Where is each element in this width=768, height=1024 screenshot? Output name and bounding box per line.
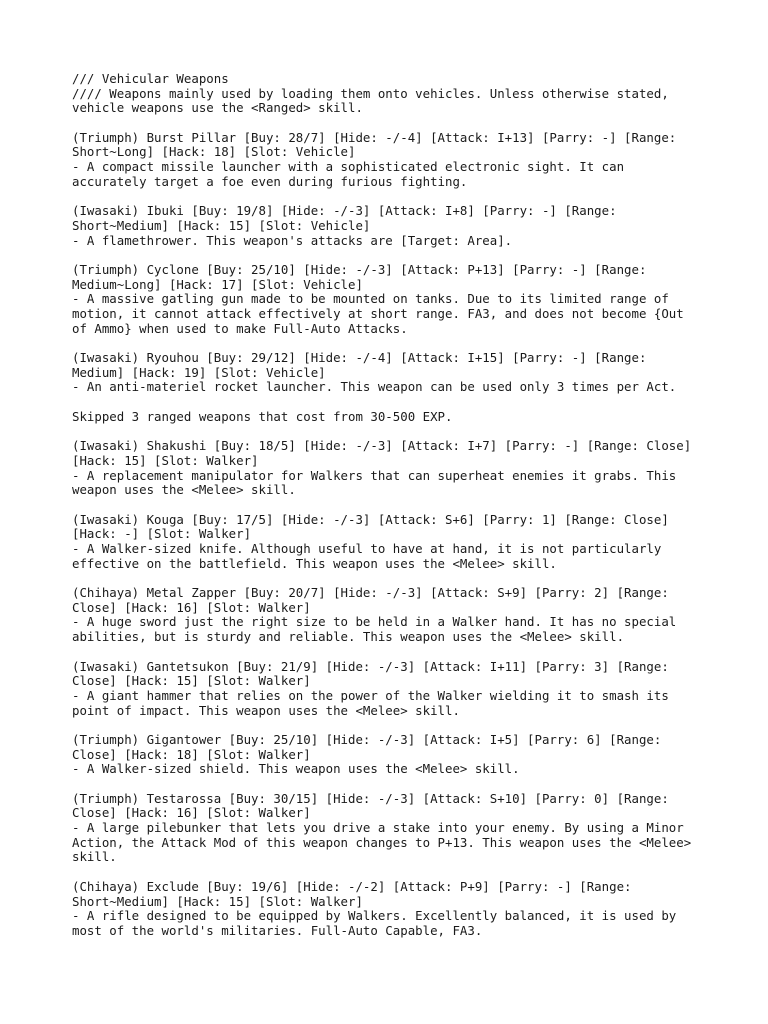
weapon-entry-line: skill.	[72, 849, 117, 865]
weapon-entry	[72, 204, 712, 248]
weapon-entry	[72, 439, 712, 498]
weapon-entry-line: Skipped 3 ranged weapons that cost from 30-500 EXP.	[72, 408, 453, 424]
weapon-entry	[72, 660, 712, 719]
weapon-entry-line: [Hack: -] [Slot: Walker]	[72, 526, 252, 542]
weapon-entry-line: - A Walker-sized knife. Although useful to have at hand, it is not particularly	[72, 541, 662, 556]
weapon-entry-line: - A rifle designed to be equipped by Walkers. Excellently balanced, it is used by	[72, 908, 677, 924]
weapon-entry-line: Short~Medium] [Hack: 15] [Slot: Walker]	[72, 893, 363, 909]
paragraph-gap	[72, 425, 712, 440]
weapon-entry-line: - A replacement manipulator for Walkers that can superheat enemies it grabs. This	[72, 467, 677, 483]
paragraph-gap	[72, 865, 712, 880]
weapon-entry-line: of Ammo} when used to make Full-Auto Attacks.	[72, 320, 408, 336]
paragraph-gap	[72, 718, 712, 733]
document-page	[72, 72, 712, 939]
weapon-entry-line: effective on the battlefield. This weapon uses the <Melee> skill.	[72, 555, 557, 571]
weapon-entry-line: weapon uses the <Melee> skill.	[72, 482, 296, 498]
weapon-entry-line: (Triumph) Burst Pillar [Buy: 28/7] [Hide: -/-4] [Attack: I+13] [Parry: -] [Range:	[72, 129, 677, 145]
weapon-entries	[72, 116, 712, 939]
weapon-entry-line: - An anti-materiel rocket launcher. This weapon can be used only 3 times per Act.	[72, 379, 677, 395]
weapon-entry-line: abilities, but is sturdy and reliable. This weapon uses the <Melee> skill.	[72, 629, 625, 645]
weapon-entry-line: accurately target a foe even during furious fighting.	[72, 173, 468, 189]
weapon-entry	[72, 263, 712, 336]
paragraph-gap	[72, 571, 712, 586]
weapon-entry-line: (Chihaya) Exclude [Buy: 19/6] [Hide: -/-2] [Attack: P+9] [Parry: -] [Range:	[72, 878, 632, 894]
weapon-entry-line: Close] [Hack: 18] [Slot: Walker]	[72, 746, 311, 762]
weapon-entry-line: Action, the Attack Mod of this weapon changes to P+13. This weapon uses the <Melee>	[72, 834, 692, 850]
weapon-entry-line: Medium] [Hack: 19] [Slot: Vehicle]	[72, 364, 326, 380]
weapon-entry-line: Close] [Hack: 16] [Slot: Walker]	[72, 805, 311, 821]
weapon-entry-line: Medium~Long] [Hack: 17] [Slot: Vehicle]	[72, 276, 363, 292]
weapon-entry	[72, 880, 712, 939]
paragraph-gap	[72, 777, 712, 792]
paragraph-gap	[72, 116, 712, 131]
weapon-entry-line: (Iwasaki) Ibuki [Buy: 19/8] [Hide: -/-3] [Attack: I+8] [Parry: -] [Range:	[72, 203, 617, 219]
weapon-entry	[72, 131, 712, 190]
weapon-entry-line: Short~Long] [Hack: 18] [Slot: Vehicle]	[72, 144, 356, 160]
weapon-entry-line: (Iwasaki) Gantetsukon [Buy: 21/9] [Hide: -/-3] [Attack: I+11] [Parry: 3] [Range:	[72, 658, 669, 674]
weapon-entry-line: - A Walker-sized shield. This weapon uses the <Melee> skill.	[72, 761, 520, 777]
weapon-entry-line: - A massive gatling gun made to be mounted on tanks. Due to its limited range of	[72, 291, 669, 307]
weapon-entry	[72, 513, 712, 572]
weapon-entry-line: Short~Medium] [Hack: 15] [Slot: Vehicle]	[72, 217, 371, 233]
weapon-entry	[72, 586, 712, 645]
paragraph-gap	[72, 248, 712, 263]
paragraph-gap	[72, 645, 712, 660]
weapon-entry-line: [Hack: 15] [Slot: Walker]	[72, 452, 259, 468]
weapon-entry-line: - A giant hammer that relies on the power of the Walker wielding it to smash its	[72, 687, 669, 703]
paragraph-gap	[72, 395, 712, 410]
weapon-entry-line: Close] [Hack: 15] [Slot: Walker]	[72, 673, 311, 689]
paragraph-gap	[72, 336, 712, 351]
weapon-entry-line: (Iwasaki) Shakushi [Buy: 18/5] [Hide: -/-3] [Attack: I+7] [Parry: -] [Range: Close]	[72, 438, 692, 454]
weapon-entry-line: Close] [Hack: 16] [Slot: Walker]	[72, 599, 311, 615]
weapon-entry-line: (Triumph) Testarossa [Buy: 30/15] [Hide: -/-3] [Attack: S+10] [Parry: 0] [Range:	[72, 790, 669, 806]
paragraph-gap	[72, 498, 712, 513]
paragraph-gap	[72, 190, 712, 205]
section-intro-line: vehicle weapons use the <Ranged> skill.	[72, 100, 363, 116]
weapon-entry	[72, 792, 712, 865]
weapon-entry-line: - A huge sword just the right size to be held in a Walker hand. It has no special	[72, 614, 677, 630]
weapon-entry-line: (Triumph) Cyclone [Buy: 25/10] [Hide: -/-3] [Attack: P+13] [Parry: -] [Range:	[72, 261, 647, 277]
weapon-entry-line: point of impact. This weapon uses the <Melee> skill.	[72, 702, 460, 718]
weapon-entry	[72, 733, 712, 777]
weapon-entry-line: - A flamethrower. This weapon's attacks are [Target: Area].	[72, 232, 513, 248]
section-title: /// Vehicular Weapons	[72, 71, 229, 86]
weapon-entry-line: - A compact missile launcher with a sophisticated electronic sight. It can	[72, 159, 625, 175]
weapon-entry-line: motion, it cannot attack effectively at short range. FA3, and does not become {Out	[72, 306, 684, 321]
weapon-entry-line: (Triumph) Gigantower [Buy: 25/10] [Hide: -/-3] [Attack: I+5] [Parry: 6] [Range:	[72, 731, 662, 747]
weapon-entry-line: (Iwasaki) Kouga [Buy: 17/5] [Hide: -/-3] [Attack: S+6] [Parry: 1] [Range: Close]	[72, 511, 669, 527]
weapon-entry-line: (Iwasaki) Ryouhou [Buy: 29/12] [Hide: -/-4] [Attack: I+15] [Parry: -] [Range:	[72, 350, 647, 366]
weapon-entry	[72, 351, 712, 395]
weapon-entry-line: (Chihaya) Metal Zapper [Buy: 20/7] [Hide: -/-3] [Attack: S+9] [Parry: 2] [Range:	[72, 585, 669, 601]
weapon-entry	[72, 410, 712, 425]
weapon-entry-line: - A large pilebunker that lets you drive a stake into your enemy. By using a Minor	[72, 820, 684, 836]
weapon-entry-line: most of the world's militaries. Full-Auto Capable, FA3.	[72, 922, 483, 938]
section-intro-line: //// Weapons mainly used by loading them onto vehicles. Unless otherwise stated,	[72, 85, 669, 101]
